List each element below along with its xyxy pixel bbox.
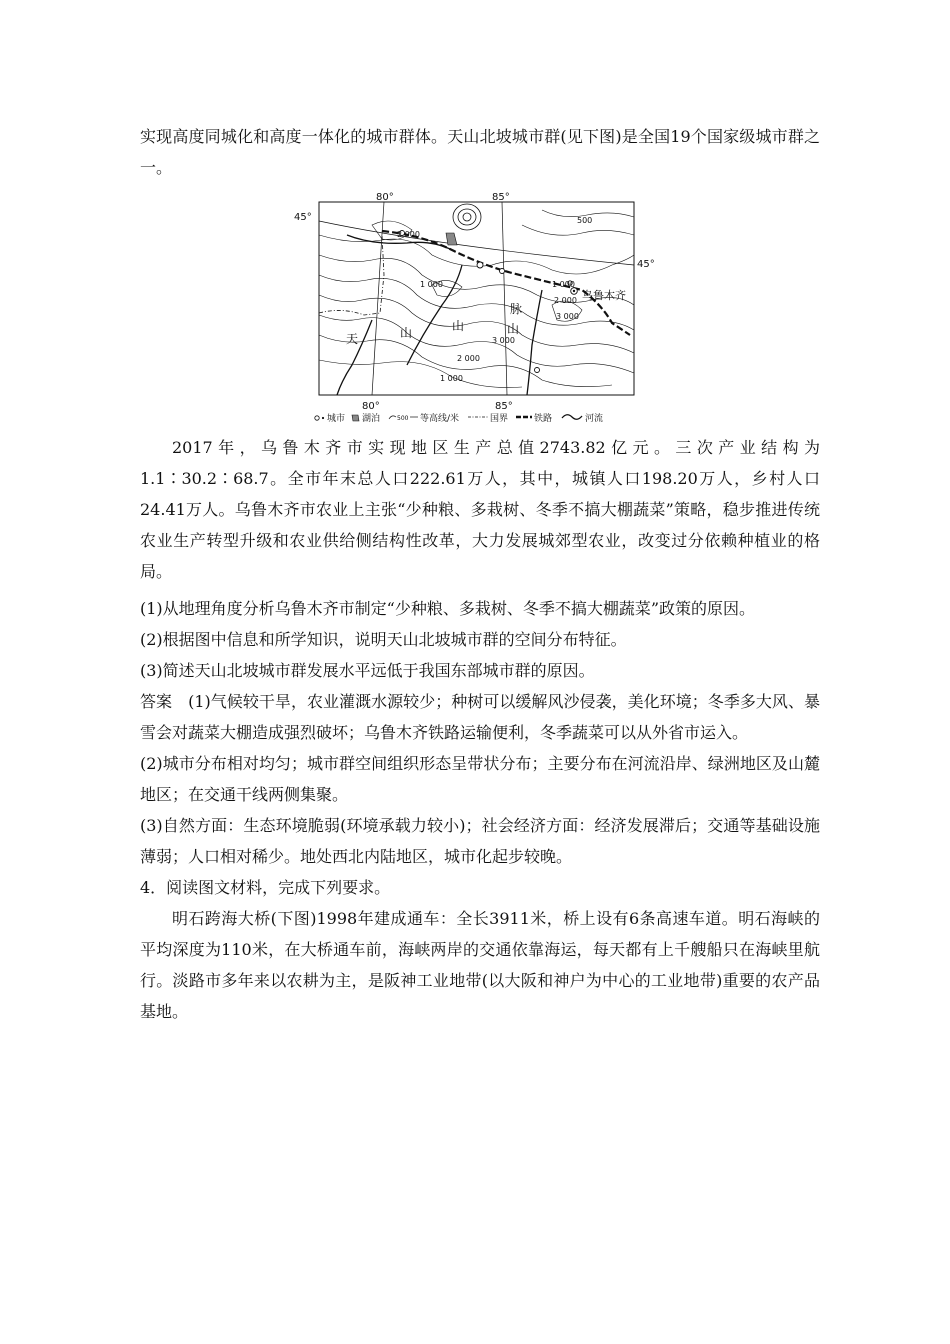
legend-river-icon bbox=[562, 415, 582, 420]
contour-label-2000-a: 2 000 bbox=[397, 230, 420, 239]
lon-label-85-top: 85° bbox=[492, 192, 510, 203]
intro-text: 实现高度同城化和高度一体化的城市群体。天山北坡城市群(见下图)是全国19个国家级城市群之一。 bbox=[140, 127, 820, 177]
answer-label: 答案 bbox=[140, 692, 173, 711]
city-markers bbox=[400, 231, 578, 373]
mountain-char-shan-3: 山 bbox=[507, 322, 520, 336]
tianshan-city-cluster-map bbox=[294, 192, 655, 427]
map-legend bbox=[315, 412, 603, 424]
national-border bbox=[319, 235, 384, 315]
legend-contour-icon bbox=[389, 416, 396, 419]
question-2: (2)根据图中信息和所学知识，说明天山北坡城市群的空间分布特征。 bbox=[140, 630, 627, 649]
answer-1 bbox=[140, 686, 820, 748]
question-1: (1)从地理角度分析乌鲁木齐市制定“少种粮、多栽树、冬季不搞大棚蔬菜”政策的原因。 bbox=[140, 599, 756, 618]
contour-label-1000-b: 1 000 bbox=[552, 280, 575, 289]
answer-1-text: (1)气候较干旱，农业灌溉水源较少；种树可以缓解风沙侵袭，美化环境；冬季多大风、暴雪会对蔬菜大棚造成强烈破坏；乌鲁木齐铁路运输便利，冬季蔬菜可以从外省市运入。 bbox=[140, 692, 820, 742]
legend-city-icon bbox=[315, 416, 319, 420]
legend-lake-icon bbox=[352, 415, 359, 421]
lon-label-85-bottom: 85° bbox=[495, 401, 513, 412]
lat-label-45-right: 45° bbox=[637, 259, 655, 270]
answer-3: (3)自然方面：生态环境脆弱(环境承载力较小)；社会经济方面：经济发展滞后；交通等基础设施薄弱；人口相对稀少。地处西北内陆地区，城市化起步较晚。 bbox=[140, 816, 820, 866]
legend-lake: 湖泊 bbox=[362, 414, 381, 424]
contour-label-3000-a: 3 000 bbox=[556, 312, 579, 321]
question-3: (3)简述天山北坡城市群发展水平远低于我国东部城市群的原因。 bbox=[140, 661, 595, 680]
legend-railway: 铁路 bbox=[534, 414, 553, 424]
contour-label-2000-c: 2 000 bbox=[457, 354, 480, 363]
economy-paragraph: 2017年，乌鲁木齐市实现地区生产总值2743.82亿元。三次产业结构为1.1∶30.2∶68.7。全市年末总人口222.61万人，其中，城镇人口198.20万人，乡村人口24.41万人。乌鲁木齐市农业上主张“少种粮、多栽树、冬季不搞大棚蔬菜”策略，稳步推进传统农业生产转型升级和农业供给侧结构性改革，大力发展城郊型农业，改变过分依赖种植业的格局。 bbox=[140, 438, 820, 581]
mountain-char-shan-2: 山 bbox=[452, 319, 465, 333]
mountain-char-tian: 天 bbox=[346, 332, 359, 346]
lake bbox=[446, 233, 457, 245]
contour-label-1000-c: 1 000 bbox=[440, 374, 463, 383]
lon-label-80-bottom: 80° bbox=[362, 401, 380, 412]
legend-contour-sample: 500 bbox=[397, 415, 409, 422]
legend-border: 国界 bbox=[490, 414, 509, 424]
legend-city-icon-dot bbox=[322, 417, 324, 419]
lat-label-45-left: 45° bbox=[294, 212, 312, 223]
parallel-45 bbox=[319, 221, 634, 265]
hill-rings bbox=[453, 204, 481, 230]
contour-label-500: 500 bbox=[577, 216, 593, 225]
legend-contour: 等高线/米 bbox=[420, 414, 460, 424]
contour-label-1000-a: 1 000 bbox=[420, 280, 443, 289]
urumqi-dot bbox=[573, 290, 575, 292]
legend-river: 河流 bbox=[585, 414, 604, 424]
contour-label-2000-b: 2 000 bbox=[554, 296, 577, 305]
lon-label-80-top: 80° bbox=[376, 192, 394, 203]
urumqi-label: 乌鲁木齐 bbox=[582, 289, 626, 302]
mountain-char-shan-1: 山 bbox=[400, 326, 413, 340]
legend-city: 城市 bbox=[327, 414, 346, 424]
contour-label-3000-b: 3 000 bbox=[492, 336, 515, 345]
mountain-char-mai: 脉 bbox=[510, 302, 523, 316]
question-4-paragraph: 明石跨海大桥(下图)1998年建成通车：全长3911米，桥上设有6条高速车道。明石海峡的平均深度为110米，在大桥通车前，海峡两岸的交通依靠海运，每天都有上千艘船只在海峡里航行。淡路市多年来以农耕为主，是阪神工业地带(以大阪和神户为中心的工业地带)重要的农产品基地。 bbox=[140, 909, 820, 1021]
question-4-title: 4．阅读图文材料，完成下列要求。 bbox=[140, 878, 391, 897]
answer-2: (2)城市分布相对均匀；城市群空间组织形态呈带状分布；主要分布在河流沿岸、绿洲地区及山麓地区；在交通干线两侧集聚。 bbox=[140, 754, 820, 804]
